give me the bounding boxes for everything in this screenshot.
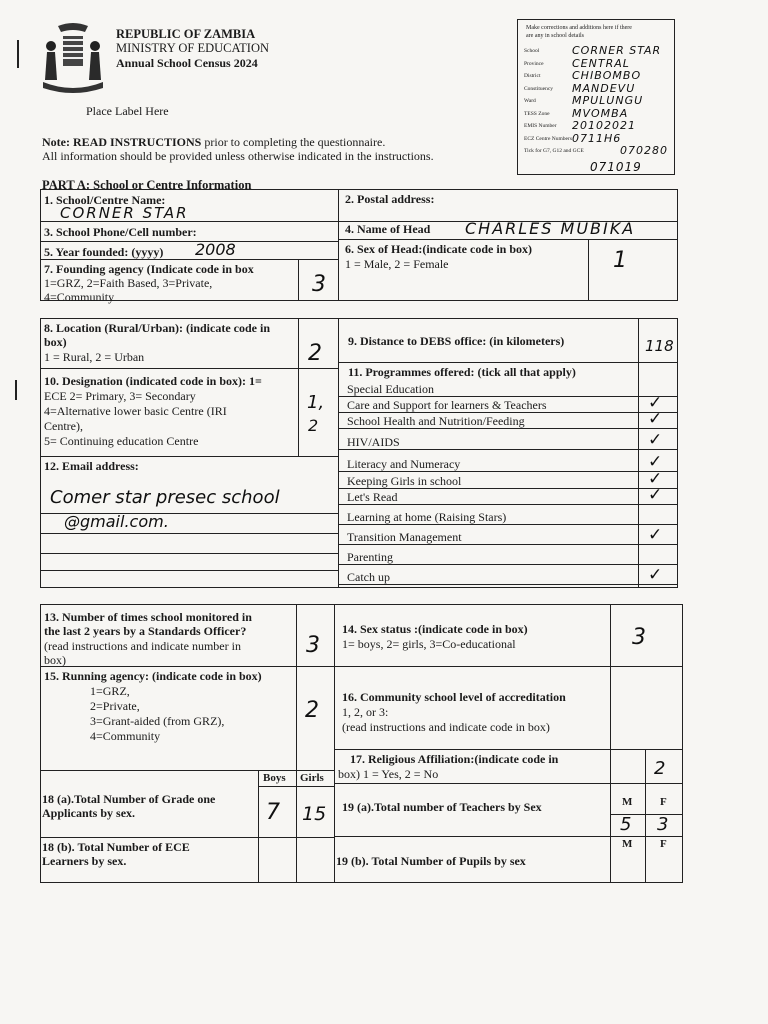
instructions-note [42, 135, 385, 150]
instructions-line2: All information should be provided unless otherwise indicated in the instructions. [42, 149, 434, 163]
programme-label: Care and Support for learners & Teachers [347, 398, 547, 412]
programme-tick-icon: ✓ [648, 565, 663, 585]
note-rest: prior to completing the questionnaire. [201, 135, 386, 149]
ministry-title: MINISTRY OF EDUCATION [116, 41, 270, 55]
q6-label: 6. Sex of Head:(indicate code in box) [345, 242, 532, 256]
q15-opt2: 2=Private, [90, 699, 140, 713]
q18a-girls-header: Girls [300, 772, 324, 784]
q18a-girls-value: 15 [302, 803, 327, 825]
q19a-m-header: M [622, 796, 633, 808]
programme-tick-icon: ✓ [648, 393, 663, 413]
q14-label: 14. Sex status :(indicate code in box) [342, 622, 528, 636]
programme-row-divider [338, 584, 678, 585]
programme-tick-icon: ✓ [648, 430, 663, 450]
q7-options1: 1=GRZ, 2=Faith Based, 3=Private, [44, 276, 213, 290]
q15-value: 2 [305, 698, 319, 723]
corrections-title [526, 24, 632, 40]
q12-label: 12. Email address: [44, 459, 139, 473]
corrections-row-value: 0711H6 [572, 131, 622, 145]
q15-label: 15. Running agency: (indicate code in box) [44, 669, 262, 683]
q18a-line1: 18 (a).Total Number of Grade one [42, 792, 216, 806]
email-row-divider [40, 553, 338, 554]
programme-row-divider [338, 504, 678, 505]
q7-options2: 4=Community [44, 290, 115, 304]
programme-label: Learning at home (Raising Stars) [347, 510, 507, 524]
q10-line1: 10. Designation (indicated code in box): 1= [44, 374, 262, 388]
q18a-line2: Applicants by sex. [42, 806, 136, 820]
q10-line2: ECE 2= Primary, 3= Secondary [44, 389, 196, 403]
corrections-row-label: Ward [524, 98, 536, 104]
q10-value1: 1, [307, 392, 325, 413]
q18a-boys-value: 7 [266, 800, 280, 825]
q8-label1: 8. Location (Rural/Urban): (indicate code in [44, 321, 270, 335]
corrections-row-value: MANDEVU [572, 81, 636, 95]
q3-label: 3. School Phone/Cell number: [44, 225, 197, 239]
q8-options: 1 = Rural, 2 = Urban [44, 350, 145, 364]
corrections-row-value: CENTRAL [572, 56, 630, 70]
q13-line2: the last 2 years by a Standards Officer? [44, 624, 247, 638]
corrections-row-label: Tick for G7, G12 and GCE [524, 148, 584, 154]
programme-label: Parenting [347, 550, 393, 564]
programme-row-divider [338, 544, 678, 545]
q9-label: 9. Distance to DEBS office: (in kilometers) [348, 334, 565, 348]
country-title: REPUBLIC OF ZAMBIA [116, 27, 256, 41]
q1-label: 1. School/Centre Name: [44, 193, 166, 207]
q13-line1: 13. Number of times school monitored in [44, 610, 252, 624]
corrections-row-value: MPULUNGU [572, 94, 644, 107]
email-row-divider [40, 570, 338, 571]
corrections-row-value: 20102021 [572, 119, 636, 132]
programme-tick-icon: ✓ [648, 409, 663, 429]
programme-tick-icon: ✓ [648, 469, 663, 489]
q18b-line2: Learners by sex. [42, 854, 127, 868]
programme-tick-icon: ✓ [648, 452, 663, 472]
q8-label2: box) [44, 335, 67, 349]
q19a-label: 19 (a).Total number of Teachers by Sex [342, 800, 542, 814]
q7-label: 7. Founding agency (Indicate code in box [44, 262, 254, 276]
q8-value: 2 [308, 341, 322, 366]
programme-label: School Health and Nutrition/Feeding [347, 414, 525, 428]
corrections-row-label: TESS Zone [524, 110, 550, 117]
q14-options: 1= boys, 2= girls, 3=Co-educational [342, 637, 516, 651]
q17-value: 2 [654, 758, 666, 779]
q13-line3: (read instructions and indicate number in [44, 639, 241, 653]
q15-opt3: 3=Grant-aided (from GRZ), [90, 714, 225, 728]
q7-value: 3 [312, 272, 326, 297]
corrections-row-value: 070280 [620, 144, 668, 157]
programme-tick-icon: ✓ [648, 525, 663, 545]
programme-row-divider [338, 471, 678, 472]
corrections-title-line2: are any in school details [526, 33, 584, 39]
programme-label: Catch up [347, 570, 390, 584]
q6-value: 1 [613, 248, 627, 273]
email-row-divider [40, 533, 338, 534]
q19a-f-header: F [660, 796, 667, 808]
programme-label: Transition Management [347, 530, 462, 544]
q13-value: 3 [306, 633, 320, 658]
programme-row-divider [338, 449, 678, 450]
corrections-row-label: Constituency [524, 85, 554, 92]
corrections-row-label: District [524, 73, 541, 79]
programme-label: Keeping Girls in school [347, 474, 462, 488]
q5-label: 5. Year founded: (yyyy) [44, 245, 164, 259]
q19a-m-value: 5 [620, 814, 632, 835]
q19b-m-header: M [622, 838, 633, 850]
programme-label: Special Education [347, 382, 434, 396]
q10-line3: 4=Alternative lower basic Centre (IRI [44, 404, 227, 418]
q10-line4: Centre), [44, 419, 83, 433]
q17-line2: box) 1 = Yes, 2 = No [338, 767, 439, 781]
q6-options: 1 = Male, 2 = Female [345, 257, 449, 271]
corrections-row-value: CORNER STAR [572, 44, 662, 57]
corrections-row-label: Province [524, 60, 544, 67]
corrections-row-value: CHIBOMBO [572, 69, 642, 82]
q12-value-line1: Comer star presec school [50, 487, 280, 508]
q16-line1: 16. Community school level of accreditation [342, 690, 566, 704]
q4-value: CHARLES MUBIKA [465, 219, 636, 238]
q9-value: 118 [645, 337, 674, 355]
programme-row-divider [338, 428, 678, 429]
programme-tick-icon: ✓ [648, 485, 663, 505]
corrections-extra-value: 071019 [590, 160, 642, 174]
q10-line5: 5= Continuing education Centre [44, 434, 199, 448]
place-label-text: Place Label Here [86, 104, 169, 118]
q15-opt1: 1=GRZ, [90, 684, 130, 698]
q19b-f-header: F [660, 838, 667, 850]
q19a-f-value: 3 [657, 814, 669, 835]
q1-value: CORNER STAR [60, 204, 189, 222]
corrections-title-line1: Make corrections and additions here if there [526, 25, 632, 31]
programme-row-divider [338, 524, 678, 525]
q18a-boys-header: Boys [263, 772, 286, 784]
q18b-line1: 18 (b). Total Number of ECE [42, 840, 190, 854]
programme-label: HIV/AIDS [347, 435, 400, 449]
q16-line3: (read instructions and indicate code in box) [342, 720, 550, 734]
q4-label: 4. Name of Head [345, 222, 431, 236]
corrections-row-label: School [524, 48, 540, 54]
coat-of-arms-icon [38, 22, 108, 98]
q5-value: 2008 [195, 240, 236, 259]
corrections-row-label: EMIS Number [524, 123, 557, 129]
q19b-label: 19 (b). Total Number of Pupils by sex [336, 854, 526, 868]
q13-line4: box) [44, 653, 66, 667]
q10-value2: 2 [308, 416, 319, 435]
q16-line2: 1, 2, or 3: [342, 705, 389, 719]
q17-line1: 17. Religious Affiliation:(indicate code in [350, 752, 559, 766]
corrections-row-label: ECZ Centre Numbers [524, 135, 572, 142]
programme-row-divider [338, 564, 678, 565]
q15-opt4: 4=Community [90, 729, 161, 743]
part-a-title: PART A: School or Centre Information [42, 178, 252, 192]
programme-label: Literacy and Numeracy [347, 457, 461, 471]
q14-value: 3 [632, 625, 646, 650]
q12-value-line2: @gmail.com. [64, 512, 169, 531]
q2-label: 2. Postal address: [345, 192, 435, 206]
census-title: Annual School Census 2024 [116, 56, 258, 70]
programme-label: Let's Read [347, 490, 398, 504]
q11-label: 11. Programmes offered: (tick all that apply) [348, 365, 576, 379]
corrections-row-value: MVOMBA [572, 106, 629, 120]
note-bold: Note: READ INSTRUCTIONS [42, 135, 202, 149]
